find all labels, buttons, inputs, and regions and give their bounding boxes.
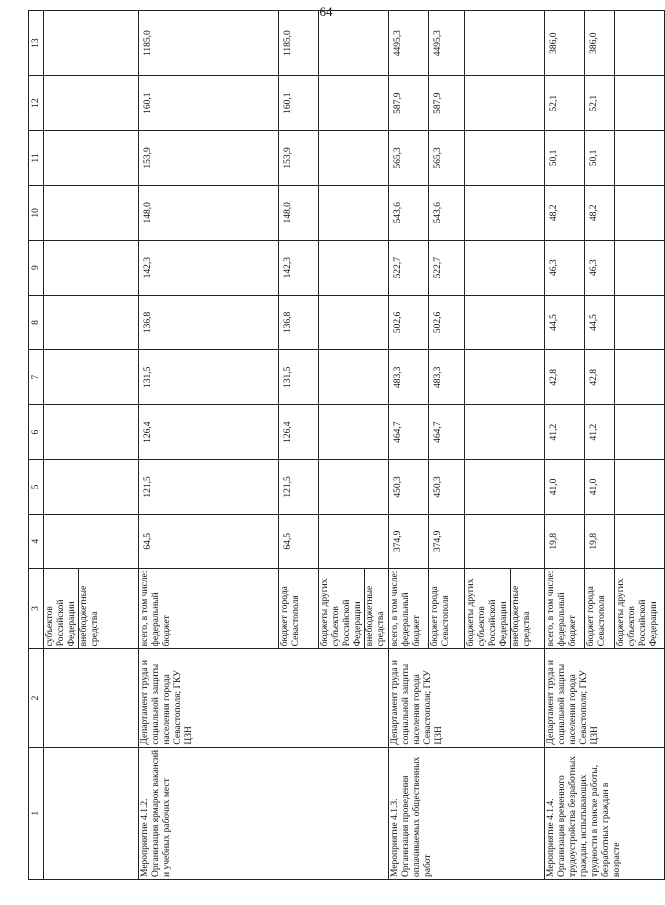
value-cell: 44,5 (545, 295, 585, 350)
value-cell (44, 131, 139, 186)
value-cell: 52,1 (545, 76, 585, 131)
value-cell: 131,5 (279, 350, 319, 405)
value-cell: 565,3 (389, 131, 429, 186)
source-label: всего, в том числе: (546, 570, 556, 647)
value-cell (615, 11, 665, 76)
value-cell (319, 131, 389, 186)
value-cell (44, 405, 139, 460)
source-cell: бюджеты других субъектов Российской Федерации (615, 568, 665, 649)
source-label: федеральный бюджет (401, 592, 422, 647)
header-col-7: 7 (29, 350, 44, 405)
value-cell (319, 185, 389, 240)
value-cell: 483,3 (429, 350, 465, 405)
value-cell: 483,3 (389, 350, 429, 405)
source-label: субъектов Российской Федерации (45, 569, 79, 649)
value-cell: 160,1 (279, 76, 319, 131)
measure-cell (44, 747, 139, 879)
table-row (389, 11, 429, 880)
value-cell (44, 460, 139, 515)
value-cell: 44,5 (585, 295, 615, 350)
value-cell (615, 131, 665, 186)
table-row (545, 11, 585, 880)
header-col-2: 2 (29, 649, 44, 747)
source-label: всего, в том числе: (390, 570, 400, 647)
value-cell (615, 460, 665, 515)
value-cell: 121,5 (279, 460, 319, 515)
value-cell: 148,0 (139, 185, 279, 240)
value-cell (44, 514, 139, 568)
executor-cell: Департамент труда и социальной защиты населения города Севастополя; ГКУ ЦЗН (139, 649, 389, 747)
value-cell (319, 514, 389, 568)
value-cell: 374,9 (429, 514, 465, 568)
value-cell: 450,3 (389, 460, 429, 515)
source-label: федеральный бюджет (151, 592, 172, 647)
source-label: бюджеты других субъектов Российской Федерации (320, 569, 365, 649)
value-cell: 522,7 (429, 240, 465, 295)
source-cell (545, 568, 585, 649)
value-cell: 386,0 (545, 11, 585, 76)
value-cell: 136,8 (139, 295, 279, 350)
value-cell (615, 185, 665, 240)
value-cell: 153,9 (279, 131, 319, 186)
header-col-9: 9 (29, 240, 44, 295)
executor-cell (44, 649, 139, 747)
executor-cell: Департамент труда и социальной защиты населения города Севастополя; ГКУ ЦЗН (389, 649, 545, 747)
value-cell (44, 76, 139, 131)
value-cell: 1185,0 (279, 11, 319, 76)
value-cell (465, 295, 545, 350)
header-col-10: 10 (29, 185, 44, 240)
value-cell: 41,0 (545, 460, 585, 515)
value-cell: 4495,3 (429, 11, 465, 76)
header-col-4: 4 (29, 514, 44, 568)
source-cell: бюджет города Севастополя (279, 568, 319, 649)
header-col-13: 13 (29, 11, 44, 76)
value-cell: 386,0 (585, 11, 615, 76)
value-cell: 126,4 (139, 405, 279, 460)
value-cell (44, 185, 139, 240)
source-cell (319, 568, 389, 649)
value-cell: 64,5 (139, 514, 279, 568)
value-cell: 48,2 (545, 185, 585, 240)
source-cell (389, 568, 429, 649)
value-cell: 450,3 (429, 460, 465, 515)
value-cell: 19,8 (585, 514, 615, 568)
rotated-table-frame (28, 10, 659, 880)
value-cell (465, 514, 545, 568)
header-col-11: 11 (29, 131, 44, 186)
value-cell: 142,3 (279, 240, 319, 295)
value-cell: 464,7 (389, 405, 429, 460)
source-label: бюджеты других субъектов Российской Федерации (466, 569, 511, 649)
value-cell: 142,3 (139, 240, 279, 295)
header-col-6: 6 (29, 405, 44, 460)
value-cell: 565,3 (429, 131, 465, 186)
value-cell: 374,9 (389, 514, 429, 568)
value-cell: 543,6 (389, 185, 429, 240)
value-cell (465, 405, 545, 460)
value-cell (319, 405, 389, 460)
measure-cell: Мероприятие 4.1.3. Организация проведения оплачиваемых общественных работ (389, 747, 545, 879)
value-cell (44, 11, 139, 76)
source-label: внебюджетные средства (365, 585, 386, 647)
page-number: 64 (319, 4, 333, 19)
value-cell: 153,9 (139, 131, 279, 186)
value-cell: 50,1 (545, 131, 585, 186)
header-col-1: 1 (29, 747, 44, 879)
value-cell: 52,1 (585, 76, 615, 131)
value-cell (615, 350, 665, 405)
value-cell: 502,6 (429, 295, 465, 350)
header-col-8: 8 (29, 295, 44, 350)
source-label: федеральный бюджет (557, 592, 578, 647)
source-cell: бюджет города Севастополя (429, 568, 465, 649)
header-col-12: 12 (29, 76, 44, 131)
source-cell: бюджет города Севастополя (585, 568, 615, 649)
header-col-5: 5 (29, 460, 44, 515)
value-cell: 160,1 (139, 76, 279, 131)
value-cell: 543,6 (429, 185, 465, 240)
value-cell: 131,5 (139, 350, 279, 405)
source-label: внебюджетные средства (79, 585, 100, 647)
header-col-3: 3 (29, 568, 44, 649)
value-cell (319, 76, 389, 131)
value-cell: 64,5 (279, 514, 319, 568)
value-cell: 522,7 (389, 240, 429, 295)
value-cell (319, 240, 389, 295)
value-cell: 587,9 (389, 76, 429, 131)
value-cell (615, 76, 665, 131)
measure-cell: Мероприятие 4.1.4. Организация временного трудоустройства безработных граждан, испытывающих трудности в поиске работы, безработных граждан в возрасте (545, 747, 665, 879)
value-cell (44, 350, 139, 405)
source-label: внебюджетные средства (511, 585, 532, 647)
value-cell (319, 295, 389, 350)
value-cell (615, 295, 665, 350)
value-cell (465, 76, 545, 131)
value-cell: 1185,0 (139, 11, 279, 76)
value-cell: 4495,3 (389, 11, 429, 76)
value-cell (615, 514, 665, 568)
value-cell: 41,2 (545, 405, 585, 460)
value-cell (465, 240, 545, 295)
value-cell: 46,3 (585, 240, 615, 295)
funding-table (28, 10, 665, 880)
value-cell: 48,2 (585, 185, 615, 240)
table-row (139, 11, 279, 880)
source-cell (465, 568, 545, 649)
value-cell (465, 131, 545, 186)
source-cell (139, 568, 279, 649)
value-cell (465, 350, 545, 405)
value-cell (44, 240, 139, 295)
value-cell (465, 185, 545, 240)
value-cell (615, 405, 665, 460)
value-cell: 41,0 (585, 460, 615, 515)
value-cell: 502,6 (389, 295, 429, 350)
value-cell: 41,2 (585, 405, 615, 460)
value-cell: 464,7 (429, 405, 465, 460)
value-cell: 46,3 (545, 240, 585, 295)
value-cell: 587,9 (429, 76, 465, 131)
value-cell: 50,1 (585, 131, 615, 186)
value-cell: 42,8 (545, 350, 585, 405)
value-cell (615, 240, 665, 295)
source-label: всего, в том числе: (140, 570, 150, 647)
value-cell: 121,5 (139, 460, 279, 515)
value-cell (465, 460, 545, 515)
value-cell: 136,8 (279, 295, 319, 350)
value-cell: 42,8 (585, 350, 615, 405)
value-cell: 148,0 (279, 185, 319, 240)
measure-cell: Мероприятие 4.1.2. Организация ярмарок вакансий и учебных рабочих мест (139, 747, 389, 879)
table-row (44, 11, 139, 880)
executor-cell: Департамент труда и социальной защиты населения города Севастополя; ГКУ ЦЗН (545, 649, 665, 747)
header-row (29, 11, 44, 880)
value-cell (319, 11, 389, 76)
value-cell (319, 350, 389, 405)
value-cell: 126,4 (279, 405, 319, 460)
source-cell (44, 568, 139, 649)
value-cell (319, 460, 389, 515)
value-cell (44, 295, 139, 350)
value-cell: 19,8 (545, 514, 585, 568)
value-cell (465, 11, 545, 76)
